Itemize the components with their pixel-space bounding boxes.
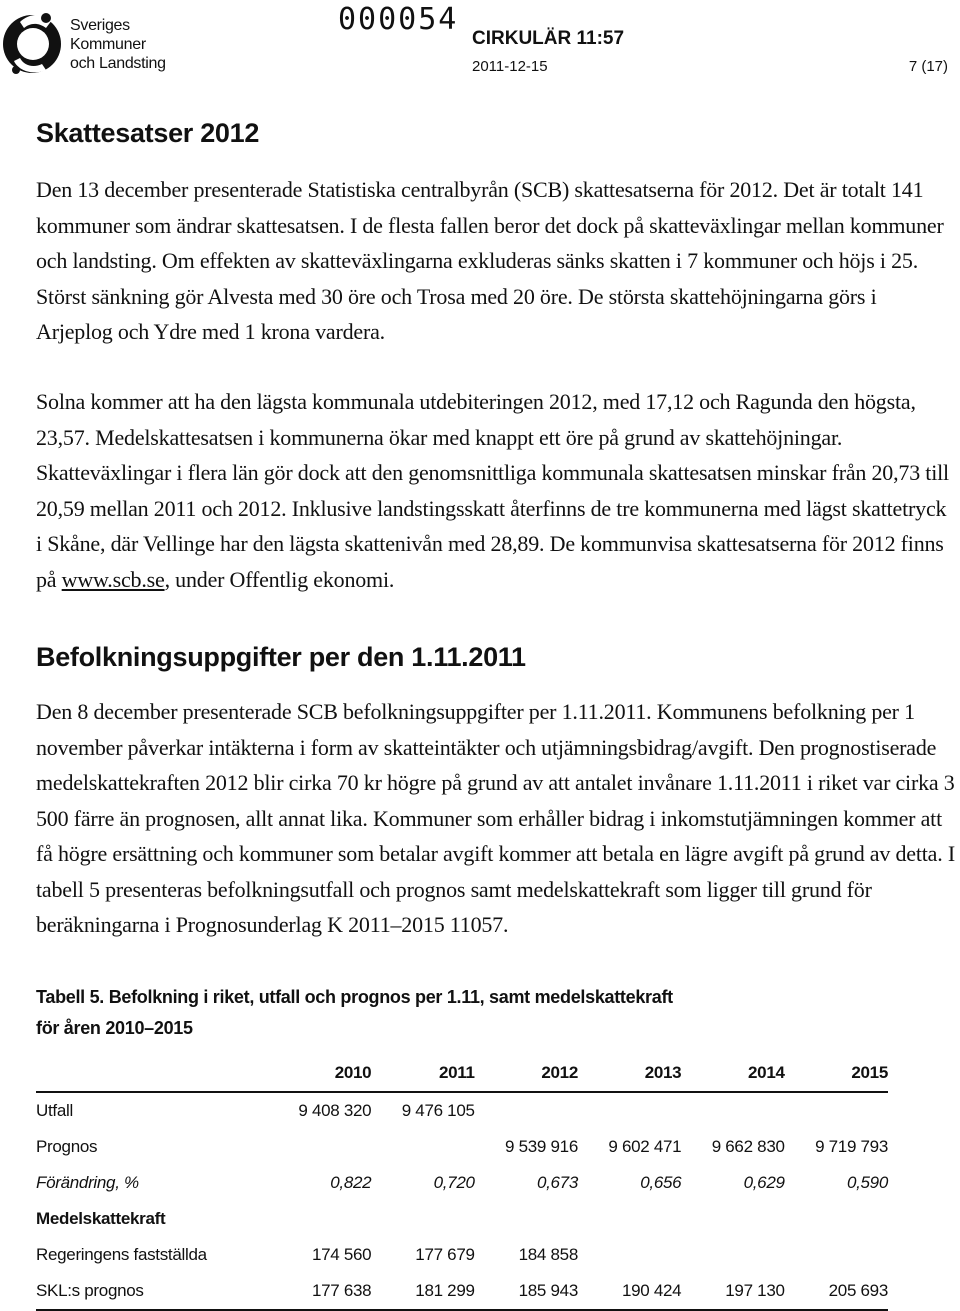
table-row xyxy=(36,1092,888,1129)
table-cell xyxy=(268,1201,371,1237)
table-cell xyxy=(785,1237,888,1273)
org-line: Kommuner xyxy=(70,36,146,53)
paragraph-befolkning: Den 8 december presenterade SCB befolkningsuppgifter per 1.11.2011. Kommunens befolkning per 1 november påverkar intäkterna i form av skatteintäkter och utjämningsbidrag/avgift. Den prognostiserade medelskattekraften 2012 blir cirka 70 kr högre på grund av att antalet invånare 1.11.2011 i riket var cirka 3 500 färre än prognosen, allt annat lika. Kommuner som erhåller bidrag i inkomstutjämningen kommer att få högre ersättning och kommuner som betalar avgift kommer att betala en lägre avgift på grund av detta. I tabell 5 presenteras befolkningsutfall och prognos samt medelskattekraft som ligger till grund för beräkningarna i Prognosunderlag K 2011–2015 11057. xyxy=(36,699,955,937)
table-cell xyxy=(371,1201,474,1237)
table-cell xyxy=(785,1201,888,1237)
table-cell xyxy=(475,1092,578,1129)
paragraph-text: Solna kommer att ha den lägsta kommunala utdebiteringen 2012, med 17,12 och Ragunda den högsta, 23,57. Medelskattesatsen i kommunerna ökar med knappt ett öre på grund av skattehöjningar. Skatteväxlingar i flera län gör dock att den genomsnittliga kommunala skattesatsen minskar från 20,73 till 20,59 mellan 2011 och 2012. Inklusive landstingsskatt återfinns de tre kommunerna med lägst skattetryck i Skåne, där Vellinge har den lägsta skattenivån med 28,89. De kommunvisa skattesatserna för 2012 finns på xyxy=(36,389,949,592)
table-cell: 0,720 xyxy=(433,1173,475,1192)
org-line: Sveriges xyxy=(70,17,130,34)
table-cell: 9 602 471 xyxy=(608,1137,682,1156)
year-header: 2015 xyxy=(785,1055,888,1092)
row-label: Utfall xyxy=(36,1101,73,1120)
table-caption-line: för åren 2010–2015 xyxy=(36,1018,193,1038)
row-label: Förändring, % xyxy=(36,1173,139,1192)
year-header: 2011 xyxy=(371,1055,474,1092)
table-header-row xyxy=(36,1055,888,1092)
paragraph-text: , under Offentlig ekonomi. xyxy=(164,566,395,592)
scb-link[interactable]: www.scb.se xyxy=(61,566,165,592)
table-cell: 9 662 830 xyxy=(711,1137,785,1156)
row-label: SKL:s prognos xyxy=(36,1273,268,1310)
row-label: Medelskattekraft xyxy=(36,1209,166,1228)
table-cell xyxy=(578,1092,681,1129)
table-cell xyxy=(578,1201,681,1237)
table-cell: 9 719 793 xyxy=(815,1137,888,1156)
year-header: 2012 xyxy=(475,1055,578,1092)
table-cell: 185 943 xyxy=(475,1273,578,1310)
table-cell xyxy=(785,1092,888,1129)
year-header: 2013 xyxy=(578,1055,681,1092)
table-header-corner xyxy=(36,1055,268,1092)
table-cell: 184 858 xyxy=(518,1245,578,1264)
table-cell: 205 693 xyxy=(785,1273,888,1310)
table-cell: 0,673 xyxy=(536,1173,578,1192)
table-cell: 0,629 xyxy=(743,1173,785,1192)
page-number: 7 (17) xyxy=(908,58,948,75)
table-row xyxy=(36,1201,888,1237)
year-header: 2010 xyxy=(268,1055,371,1092)
table-cell: 190 424 xyxy=(578,1273,681,1310)
section-heading-skattesatser: Skattesatser 2012 xyxy=(36,118,260,148)
paragraph-skattesatser-2 xyxy=(36,384,956,597)
table-cell: 177 679 xyxy=(415,1245,475,1264)
document-stamp-number: 000054 xyxy=(338,2,459,37)
table-caption-line: Tabell 5. Befolkning i riket, utfall och prognos per 1.11, samt medelskattekraft xyxy=(36,987,673,1007)
section-heading-befolkning: Befolkningsuppgifter per den 1.11.2011 xyxy=(36,642,526,672)
table-cell xyxy=(268,1129,371,1165)
org-line: och Landsting xyxy=(70,55,166,72)
table-cell: 0,822 xyxy=(330,1173,372,1192)
table-cell xyxy=(681,1201,784,1237)
skl-logo-icon xyxy=(2,6,66,78)
row-label: Prognos xyxy=(36,1137,98,1156)
table-row xyxy=(36,1165,888,1201)
table-row xyxy=(36,1273,888,1310)
population-table xyxy=(36,1055,888,1311)
table-cell: 174 560 xyxy=(311,1245,372,1264)
year-header: 2014 xyxy=(681,1055,784,1092)
table-cell xyxy=(681,1237,784,1273)
table-cell: 9 408 320 xyxy=(298,1101,372,1120)
table-cell: 0,656 xyxy=(640,1173,682,1192)
row-label: Regeringens fastställda xyxy=(36,1245,207,1264)
document-date: 2011-12-15 xyxy=(472,58,548,75)
table-row xyxy=(36,1129,888,1165)
table-caption xyxy=(36,982,673,1044)
table-cell xyxy=(371,1129,474,1165)
paragraph-skattesatser-1: Den 13 december presenterade Statistiska centralbyrån (SCB) skattesatserna för 2012. Det är totalt 141 kommuner som ändrar skattesatsen. I de flesta fallen beror det dock på skatteväxlingar mellan kommuner och landsting. Om effekten av skatteväxlingarna exkluderas sänks skatten i 7 kommuner och höjs i 25. Störst sänkning gör Alvesta med 30 öre och Trosa med 20 öre. De största skattehöjningarna görs i Arjeplog och Ydre med 1 krona vardera. xyxy=(36,177,944,344)
circular-number: CIRKULÄR 11:57 xyxy=(472,28,625,49)
table-cell xyxy=(681,1092,784,1129)
table-row xyxy=(36,1237,888,1273)
organization-name xyxy=(70,16,166,73)
table-cell: 9 539 916 xyxy=(505,1137,578,1156)
table-cell: 197 130 xyxy=(681,1273,784,1310)
table-cell: 181 299 xyxy=(371,1273,474,1310)
table-cell: 9 476 105 xyxy=(401,1101,475,1120)
table-cell xyxy=(475,1201,578,1237)
table-cell xyxy=(578,1237,681,1273)
table-cell: 177 638 xyxy=(268,1273,371,1310)
table-cell: 0,590 xyxy=(846,1173,888,1192)
